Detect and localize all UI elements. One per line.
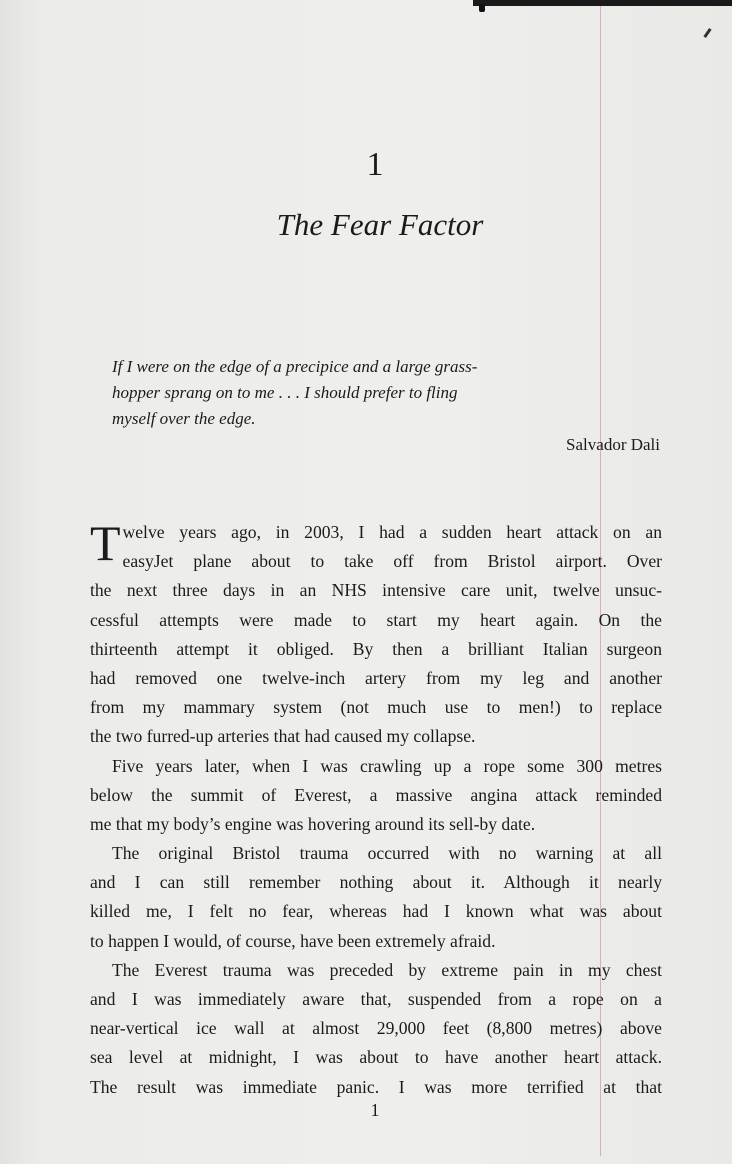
paragraph-2	[90, 752, 662, 840]
chapter-title: The Fear Factor	[276, 207, 484, 242]
epigraph	[112, 354, 652, 432]
paragraph-1	[90, 515, 662, 752]
text-line: and I can still remember nothing about it. Although it nearly	[90, 872, 662, 893]
text-line: easyJet plane about to take off from Bristol airport. Over	[122, 551, 662, 572]
text-line: to happen I would, of course, have been extremely afraid.	[90, 930, 496, 951]
body-text	[90, 515, 662, 1102]
text-line: me that my body’s engine was hovering around its sell-by date.	[90, 813, 536, 834]
text-line: had removed one twelve-inch artery from my leg and another	[90, 667, 662, 688]
text-line: The original Bristol trauma occurred with no warning at all	[112, 843, 662, 864]
text-line: welve years ago, in 2003, I had a sudden heart attack on an	[122, 522, 662, 542]
text-line: cessful attempts were made to start my heart again. On the	[90, 609, 662, 630]
text-line: The Everest trauma was preceded by extreme pain in my chest	[112, 959, 662, 980]
text-line: the two furred-up arteries that had caused my collapse.	[90, 726, 476, 747]
text-line: The result was immediate panic. I was more terrified at that	[90, 1076, 662, 1097]
epigraph-attribution: Salvador Dali	[566, 435, 660, 454]
epigraph-line: If I were on the edge of a precipice and a large grass-	[112, 357, 478, 376]
top-edge-bar	[473, 0, 732, 6]
text-line: below the summit of Everest, a massive angina attack reminded	[90, 784, 662, 805]
chapter-number: 1	[366, 146, 384, 183]
text-line: from my mammary system (not much use to men!) to replace	[90, 697, 662, 718]
text-line: and I was immediately aware that, suspended from a rope on a	[90, 989, 662, 1009]
text-line: sea level at midnight, I was about to have another heart attack.	[90, 1047, 662, 1068]
epigraph-line: hopper sprang on to me . . . I should prefer to fling	[112, 383, 458, 402]
paragraph-3	[90, 839, 662, 956]
drop-cap: T	[90, 515, 121, 571]
text-line: near-vertical ice wall at almost 29,000 feet (8,800 metres) above	[90, 1018, 662, 1039]
epigraph-line: myself over the edge.	[112, 409, 256, 428]
pen-mark	[703, 28, 711, 38]
text-line: the next three days in an NHS intensive care unit, twelve unsuc-	[90, 580, 662, 601]
text-line: thirteenth attempt it obliged. By then a brilliant Italian surgeon	[90, 638, 662, 659]
paragraph-4	[90, 956, 662, 1102]
ink-mark	[479, 4, 485, 12]
page-number: 1	[370, 1100, 380, 1120]
text-line: Five years later, when I was crawling up a rope some 300 metres	[112, 755, 662, 776]
text-line: killed me, I felt no fear, whereas had I known what was about	[90, 901, 662, 922]
